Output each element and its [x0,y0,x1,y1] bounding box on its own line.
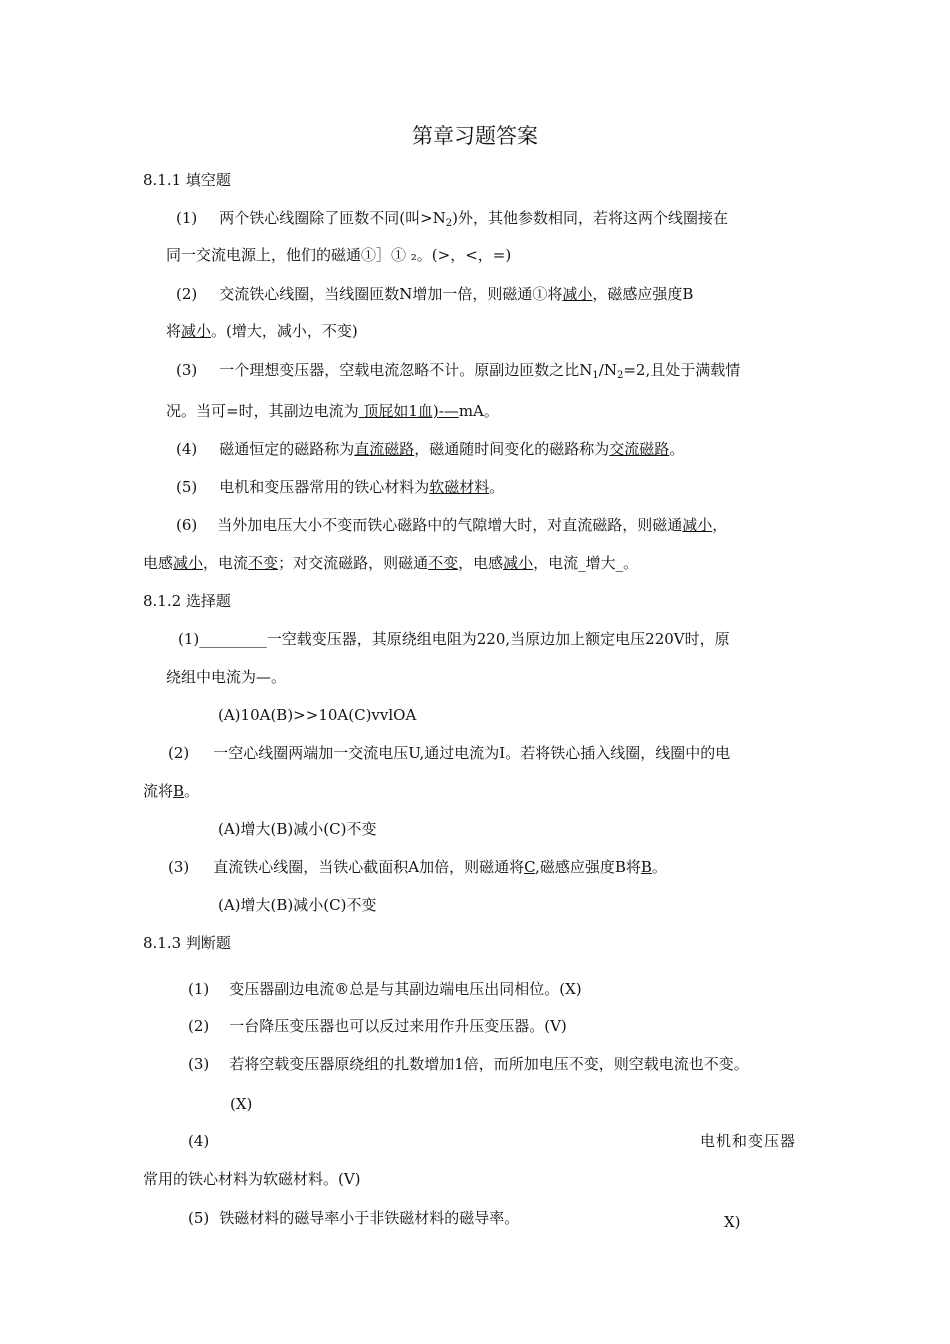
question-3-4-text: 电机和变压器 [700,1132,797,1150]
question-text: 一个理想变压器，空载电流忽略不计。原副边匝数之比N [219,361,593,379]
question-2-1-line2: 绕组中电流为—。 [166,668,287,686]
question-text: ,磁感应强度B将 [535,858,641,876]
question-text: 直流铁心线圈，当铁心截面积A加倍，则磁通将 [213,858,525,876]
question-3-4-line2: 常用的铁心材料为软磁材料。(V) [143,1170,361,1188]
question-number: (3) [168,858,190,876]
question-2-1-options: (A)10A(B)>>10A(C)vvlOA [218,706,417,724]
subscript: 1 [592,370,599,381]
question-2-1 [178,629,730,649]
answer: 不变 [428,554,459,572]
question-2-2-options: (A)增大(B)减小(C)不变 [218,820,377,838]
question-text: ，电感 [458,554,504,572]
answer: 软磁材料 [429,478,490,496]
answer: 减小 [562,285,593,303]
question-2-2-line2 [143,781,199,801]
question-text: 一空载变压器，其原绕组电阻为220,当原边加上额定电压220V时，原 [266,630,730,648]
question-2-3 [168,857,667,877]
answer: 减小 [181,322,212,340]
question-text: 况。当可=时，其副边电流为 [166,402,359,420]
question-1-3-line2 [166,401,499,421]
subscript: 2 [616,370,624,381]
question-1-6-line2 [143,553,638,573]
question-text: mA。 [458,402,499,420]
question-3-5 [188,1208,519,1228]
question-text: 。 [651,858,667,876]
question-text: ，磁感应强度B [592,285,694,303]
question-number: (3) [176,361,198,379]
answer: 减小 [173,554,204,572]
answer: 减小 [682,516,713,534]
answer: 顶屁如1血)-— [358,402,459,420]
question-number: (2) [168,744,190,762]
question-text: 变压器副边电流®总是与其副边端电压出同相位。(X) [229,980,582,998]
answer: 直流磁路 [354,440,415,458]
question-number: (1) [176,209,198,227]
answer: 交流磁路 [609,440,670,458]
question-text: ，电流_增大_。 [533,554,639,572]
question-text: 电机和变压器常用的铁心材料为 [219,478,430,496]
page-title: 第章习题答案 [412,124,538,148]
answer: 减小 [503,554,534,572]
question-text: 铁磁材料的磁导率小于非铁磁材料的磁导率。 [219,1209,520,1227]
question-text: 。 [184,782,200,800]
question-3-2 [188,1016,567,1036]
question-number: (5) [176,478,198,496]
question-number: (4) [176,440,198,458]
question-number: (3) [188,1055,210,1073]
section-heading-fill-blank: 8.1.1 填空题 [143,171,231,189]
question-text: 电感 [143,554,174,572]
answer: B [640,858,652,876]
answer: B [173,782,185,800]
blank: _________ [199,630,267,648]
question-text: ；对交流磁路，则磁通 [278,554,429,572]
question-text: 一空心线圈两端加一交流电压U,通过电流为I。若将铁心插入线圈，线圈中的电 [213,744,731,762]
question-text: 。 [489,478,505,496]
question-text: 一台降压变压器也可以反过来用作升压变压器。(V) [229,1017,567,1035]
question-text: 。(增大，减小，不变) [211,322,358,340]
question-text: ， [712,516,728,534]
question-3-1 [188,979,582,999]
subscript: 2 [445,218,453,229]
question-text: =2,且处于满载情 [623,361,741,379]
section-heading-judgement: 8.1.3 判断题 [143,934,231,952]
question-text: )外，其他参数相同，若将这两个线圈接在 [452,209,729,227]
question-1-2 [176,284,693,304]
question-text: 磁通恒定的磁路称为 [219,440,355,458]
question-2-2 [168,743,730,763]
question-text: ，磁通随时间变化的磁路称为 [414,440,610,458]
question-1-1-line2: 同一交流电源上，他们的磁通①］① ₂。(>，<，=) [166,246,512,264]
question-number: (2) [176,285,198,303]
question-text: ，电流 [203,554,249,572]
question-text: 当外加电压大小不变而铁心磁路中的气隙增大时，对直流磁路，则磁通 [217,516,683,534]
question-3-5-answer: X) [724,1213,741,1231]
question-number: (2) [188,1017,210,1035]
question-text: 流将 [143,782,174,800]
answer: C [524,858,536,876]
question-number: (1) [178,630,200,648]
question-1-3 [176,360,740,380]
question-3-3-answer: (X) [230,1095,253,1113]
question-1-4 [176,439,684,459]
question-1-2-line2 [166,321,358,341]
question-1-6 [176,515,727,535]
question-text: 交流铁心线圈，当线圈匝数N增加一倍，则磁通①将 [219,285,563,303]
question-2-3-options: (A)增大(B)减小(C)不变 [218,896,377,914]
question-text: 将 [166,322,182,340]
question-3-4-number: (4) [188,1132,210,1150]
question-number: (1) [188,980,210,998]
question-1-1 [176,208,728,228]
question-text: 。 [669,440,685,458]
question-text: /N [598,361,617,379]
answer: 不变 [248,554,279,572]
question-number: (5) [188,1209,210,1227]
question-3-3 [188,1054,749,1074]
question-text: 两个铁心线圈除了匝数不同(叫>N [219,209,446,227]
question-number: (6) [176,516,198,534]
section-heading-choice: 8.1.2 选择题 [143,592,231,610]
question-text: 若将空载变压器原绕组的扎数增加1倍，而所加电压不变，则空载电流也不变。 [229,1055,749,1073]
question-1-5 [176,477,504,497]
